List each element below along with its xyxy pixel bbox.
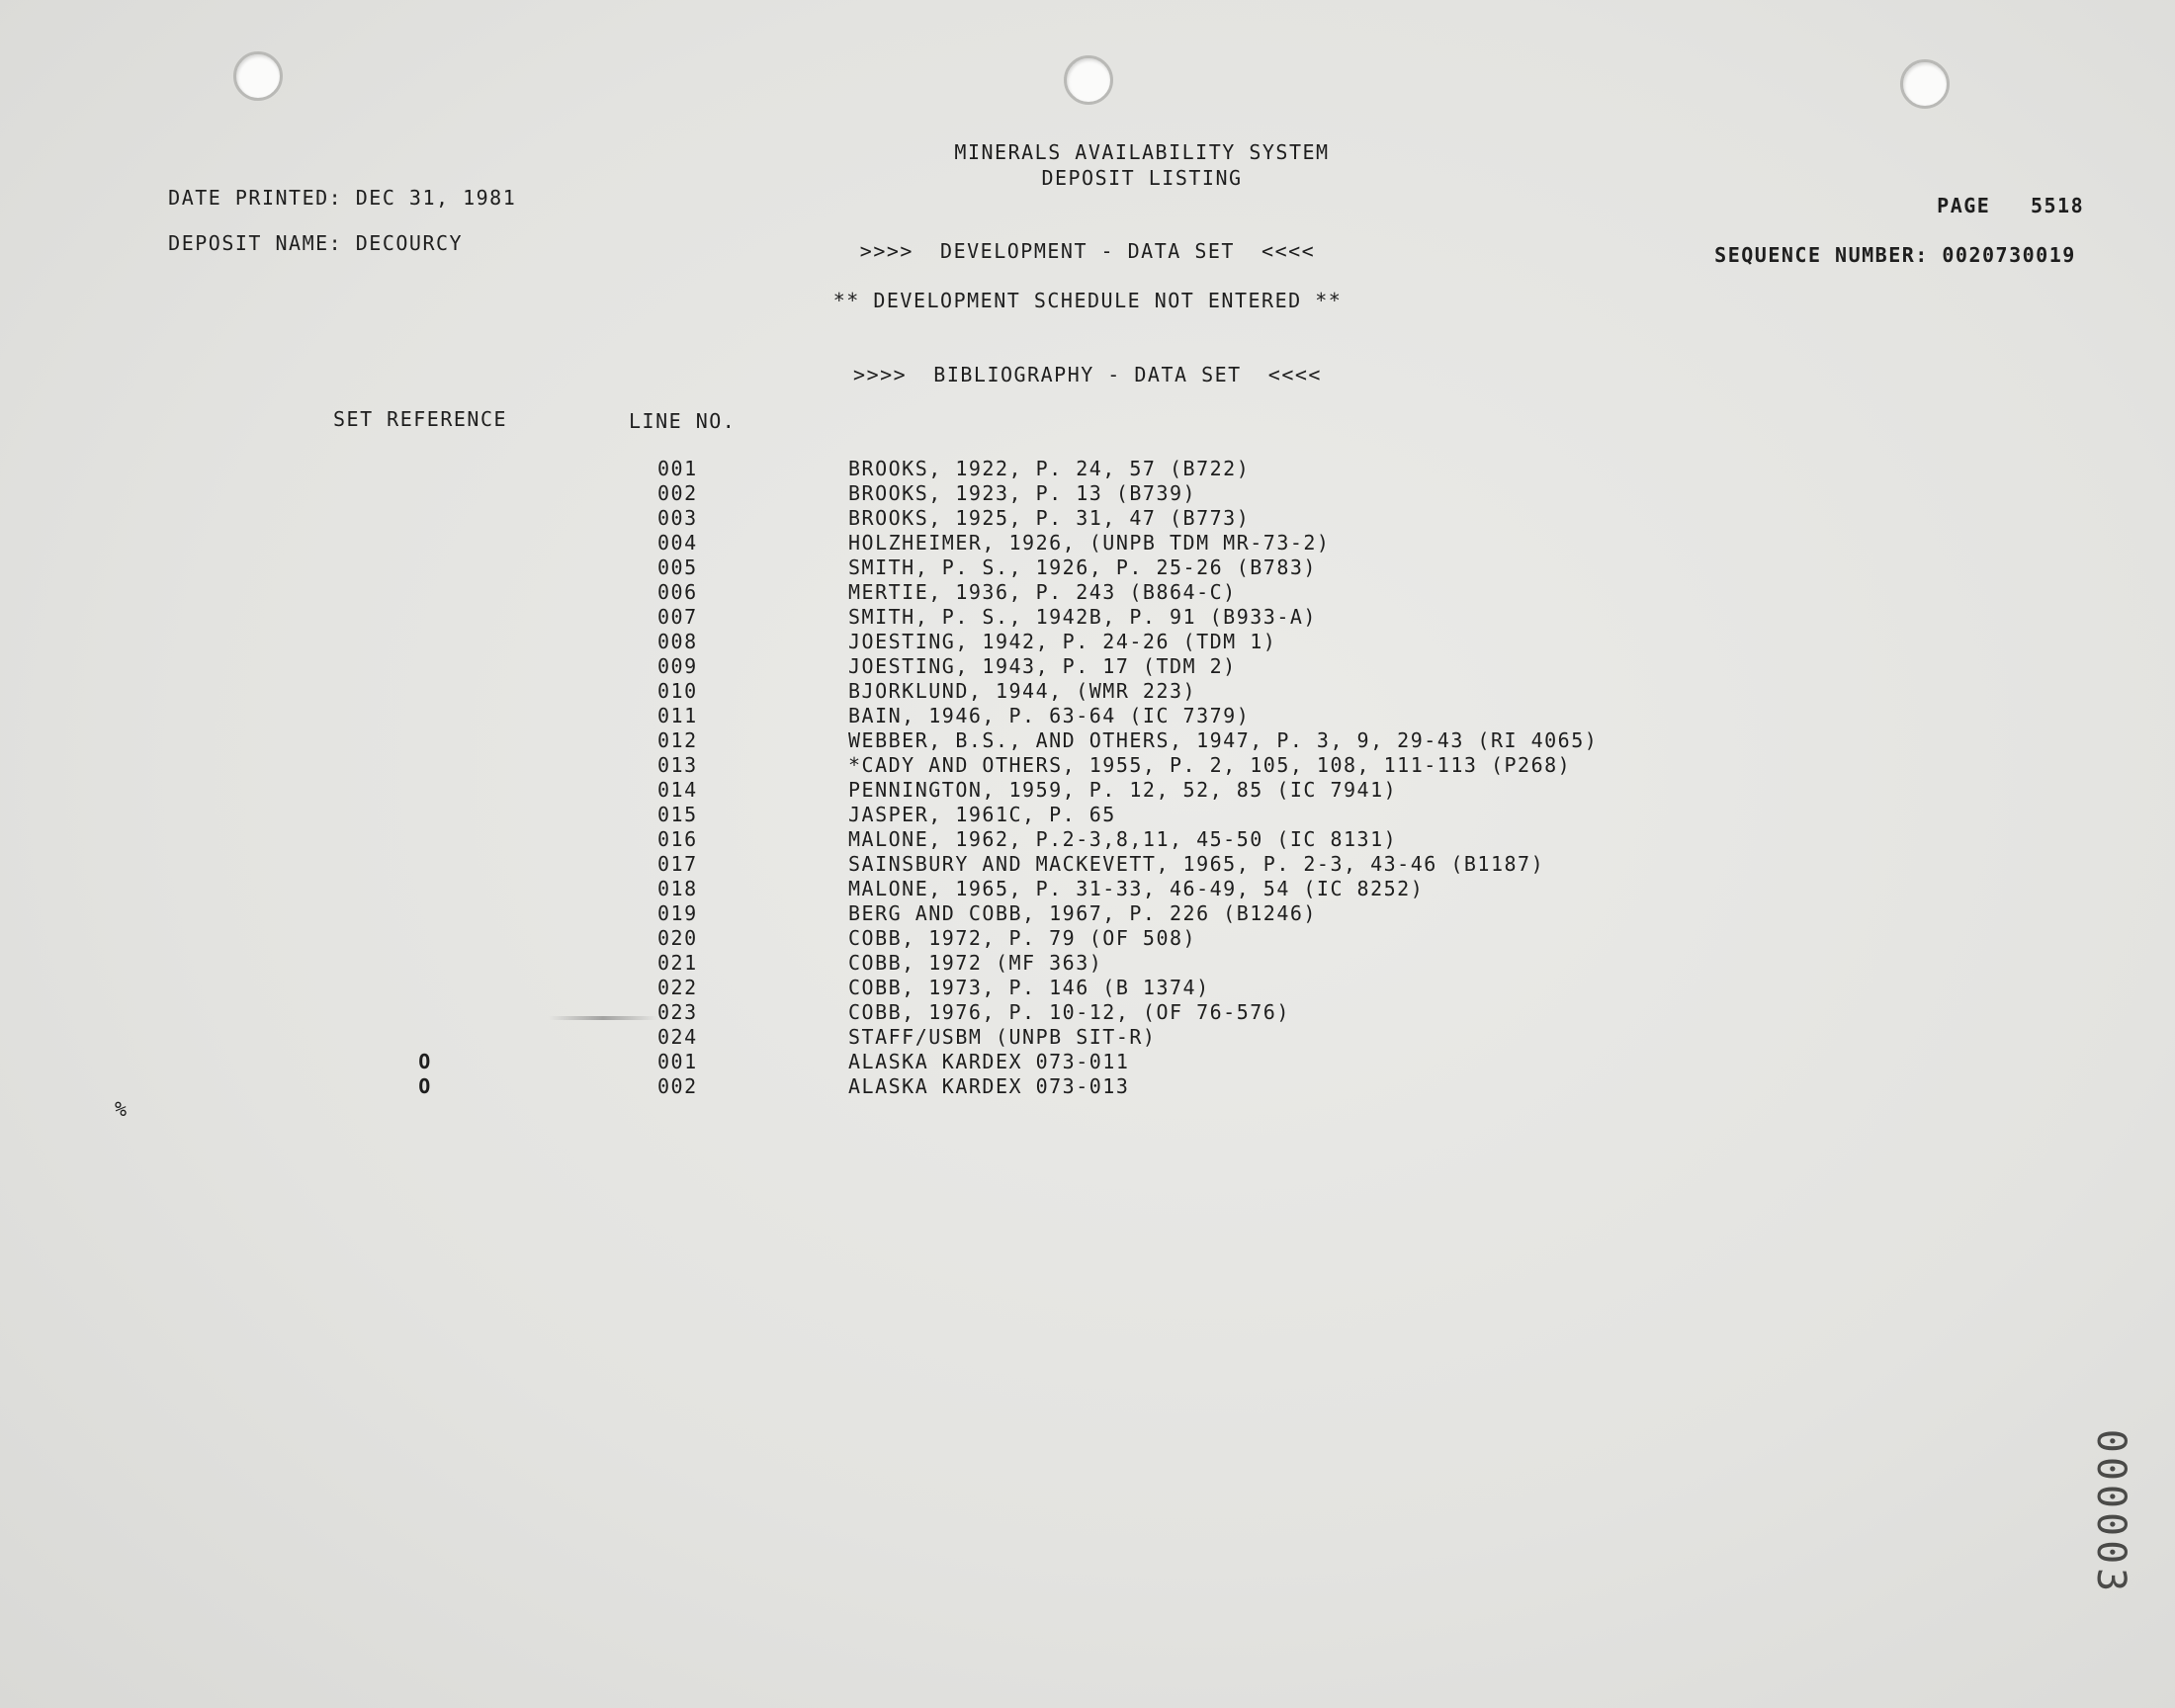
deposit-name-label: DEPOSIT NAME: (168, 231, 343, 255)
row-line-number: 023 (657, 1000, 698, 1024)
row-citation: MERTIE, 1936, P. 243 (B864-C) (848, 580, 1237, 604)
bibliography-row (0, 580, 2175, 605)
punch-hole-right (1900, 59, 1950, 109)
row-line-number: 007 (657, 605, 698, 629)
row-line-number: 018 (657, 877, 698, 900)
bibliography-row (0, 457, 2175, 481)
row-citation: BJORKLUND, 1944, (WMR 223) (848, 679, 1197, 703)
row-citation: WEBBER, B.S., AND OTHERS, 1947, P. 3, 9, 29-43 (RI 4065) (848, 728, 1599, 752)
column-header-line-no: LINE NO. (629, 409, 737, 433)
row-citation: BAIN, 1946, P. 63-64 (IC 7379) (848, 704, 1251, 727)
bibliography-row (0, 901, 2175, 926)
bibliography-row (0, 1025, 2175, 1050)
bibliography-row (0, 605, 2175, 630)
row-line-number: 020 (657, 926, 698, 950)
row-citation: JOESTING, 1942, P. 24-26 (TDM 1) (848, 630, 1277, 653)
bibliography-section-title: >>>> BIBLIOGRAPHY - DATA SET <<<< (853, 363, 1322, 386)
bibliography-row (0, 1074, 2175, 1099)
row-line-number: 002 (657, 1074, 698, 1098)
row-citation: PENNINGTON, 1959, P. 12, 52, 85 (IC 7941) (848, 778, 1398, 802)
row-line-number: 019 (657, 901, 698, 925)
punch-hole-left (233, 51, 283, 101)
bibliography-row (0, 803, 2175, 827)
row-line-number: 008 (657, 630, 698, 653)
deposit-name (115, 208, 463, 279)
row-line-number: 016 (657, 827, 698, 851)
row-line-number: 024 (657, 1025, 698, 1049)
row-line-number: 022 (657, 976, 698, 999)
date-printed-label: DATE PRINTED: (168, 186, 343, 210)
footer-mark: % (115, 1097, 129, 1121)
system-title: MINERALS AVAILABILITY SYSTEM (954, 140, 1330, 164)
row-line-number: 015 (657, 803, 698, 826)
row-citation: BROOKS, 1923, P. 13 (B739) (848, 481, 1197, 505)
row-citation: JASPER, 1961C, P. 65 (848, 803, 1116, 826)
row-line-number: 001 (657, 1050, 698, 1073)
side-stamp-text: 000003 (2088, 1428, 2133, 1596)
row-set-reference: O (418, 1074, 432, 1098)
row-line-number: 012 (657, 728, 698, 752)
sequence-label: SEQUENCE NUMBER: (1714, 243, 1929, 267)
row-line-number: 011 (657, 704, 698, 727)
bibliography-row (0, 852, 2175, 877)
row-citation: BROOKS, 1925, P. 31, 47 (B773) (848, 506, 1251, 530)
row-line-number: 001 (657, 457, 698, 480)
row-citation: *CADY AND OTHERS, 1955, P. 2, 105, 108, 111-113 (P268) (848, 753, 1572, 777)
bibliography-row (0, 679, 2175, 704)
sequence-number (1661, 219, 2076, 291)
bibliography-row (0, 926, 2175, 951)
row-citation: COBB, 1972, P. 79 (OF 508) (848, 926, 1197, 950)
row-citation: BROOKS, 1922, P. 24, 57 (B722) (848, 457, 1251, 480)
bibliography-row (0, 778, 2175, 803)
bibliography-row (0, 1050, 2175, 1074)
row-citation: SMITH, P. S., 1926, P. 25-26 (B783) (848, 555, 1317, 579)
row-line-number: 003 (657, 506, 698, 530)
row-citation: ALASKA KARDEX 073-013 (848, 1074, 1130, 1098)
deposit-name-value: DECOURCY (355, 231, 464, 255)
column-header-set-reference: SET REFERENCE (333, 407, 508, 431)
page-number: 5518 (2030, 194, 2085, 217)
row-line-number: 002 (657, 481, 698, 505)
development-note: ** DEVELOPMENT SCHEDULE NOT ENTERED ** (832, 289, 1343, 312)
row-citation: COBB, 1972 (MF 363) (848, 951, 1103, 975)
bibliography-list (0, 457, 2175, 1099)
bibliography-row (0, 481, 2175, 506)
row-citation: STAFF/USBM (UNPB SIT-R) (848, 1025, 1157, 1049)
row-line-number: 004 (657, 531, 698, 555)
row-citation: MALONE, 1965, P. 31-33, 46-49, 54 (IC 8252) (848, 877, 1425, 900)
row-line-number: 006 (657, 580, 698, 604)
date-printed-value: DEC 31, 1981 (355, 186, 517, 210)
row-citation: ALASKA KARDEX 073-011 (848, 1050, 1130, 1073)
bibliography-row (0, 976, 2175, 1000)
page-label: PAGE (1937, 194, 1991, 217)
bibliography-row (0, 827, 2175, 852)
row-line-number: 013 (657, 753, 698, 777)
ink-smudge (549, 1016, 657, 1020)
row-line-number: 010 (657, 679, 698, 703)
development-section-title: >>>> DEVELOPMENT - DATA SET <<<< (859, 239, 1316, 263)
row-citation: HOLZHEIMER, 1926, (UNPB TDM MR-73-2) (848, 531, 1331, 555)
row-citation: COBB, 1976, P. 10-12, (OF 76-576) (848, 1000, 1290, 1024)
bibliography-row (0, 1000, 2175, 1025)
row-citation: SAINSBURY AND MACKEVETT, 1965, P. 2-3, 43-46 (B1187) (848, 852, 1545, 876)
row-citation: COBB, 1973, P. 146 (B 1374) (848, 976, 1210, 999)
bibliography-row (0, 951, 2175, 976)
bibliography-row (0, 728, 2175, 753)
row-citation: BERG AND COBB, 1967, P. 226 (B1246) (848, 901, 1317, 925)
bibliography-row (0, 506, 2175, 531)
row-citation: JOESTING, 1943, P. 17 (TDM 2) (848, 654, 1237, 678)
listing-title: DEPOSIT LISTING (1041, 166, 1243, 190)
row-line-number: 017 (657, 852, 698, 876)
bibliography-row (0, 753, 2175, 778)
bibliography-row (0, 654, 2175, 679)
row-line-number: 014 (657, 778, 698, 802)
side-stamp (2012, 1428, 2175, 1596)
bibliography-row (0, 704, 2175, 728)
bibliography-row (0, 630, 2175, 654)
bibliography-row (0, 531, 2175, 555)
bibliography-row (0, 877, 2175, 901)
row-citation: MALONE, 1962, P.2-3,8,11, 45-50 (IC 8131) (848, 827, 1398, 851)
row-line-number: 009 (657, 654, 698, 678)
row-set-reference: O (418, 1050, 432, 1073)
row-citation: SMITH, P. S., 1942B, P. 91 (B933-A) (848, 605, 1317, 629)
row-line-number: 005 (657, 555, 698, 579)
sequence-value: 0020730019 (1942, 243, 2076, 267)
row-line-number: 021 (657, 951, 698, 975)
punch-hole-center (1064, 55, 1113, 105)
bibliography-row (0, 555, 2175, 580)
